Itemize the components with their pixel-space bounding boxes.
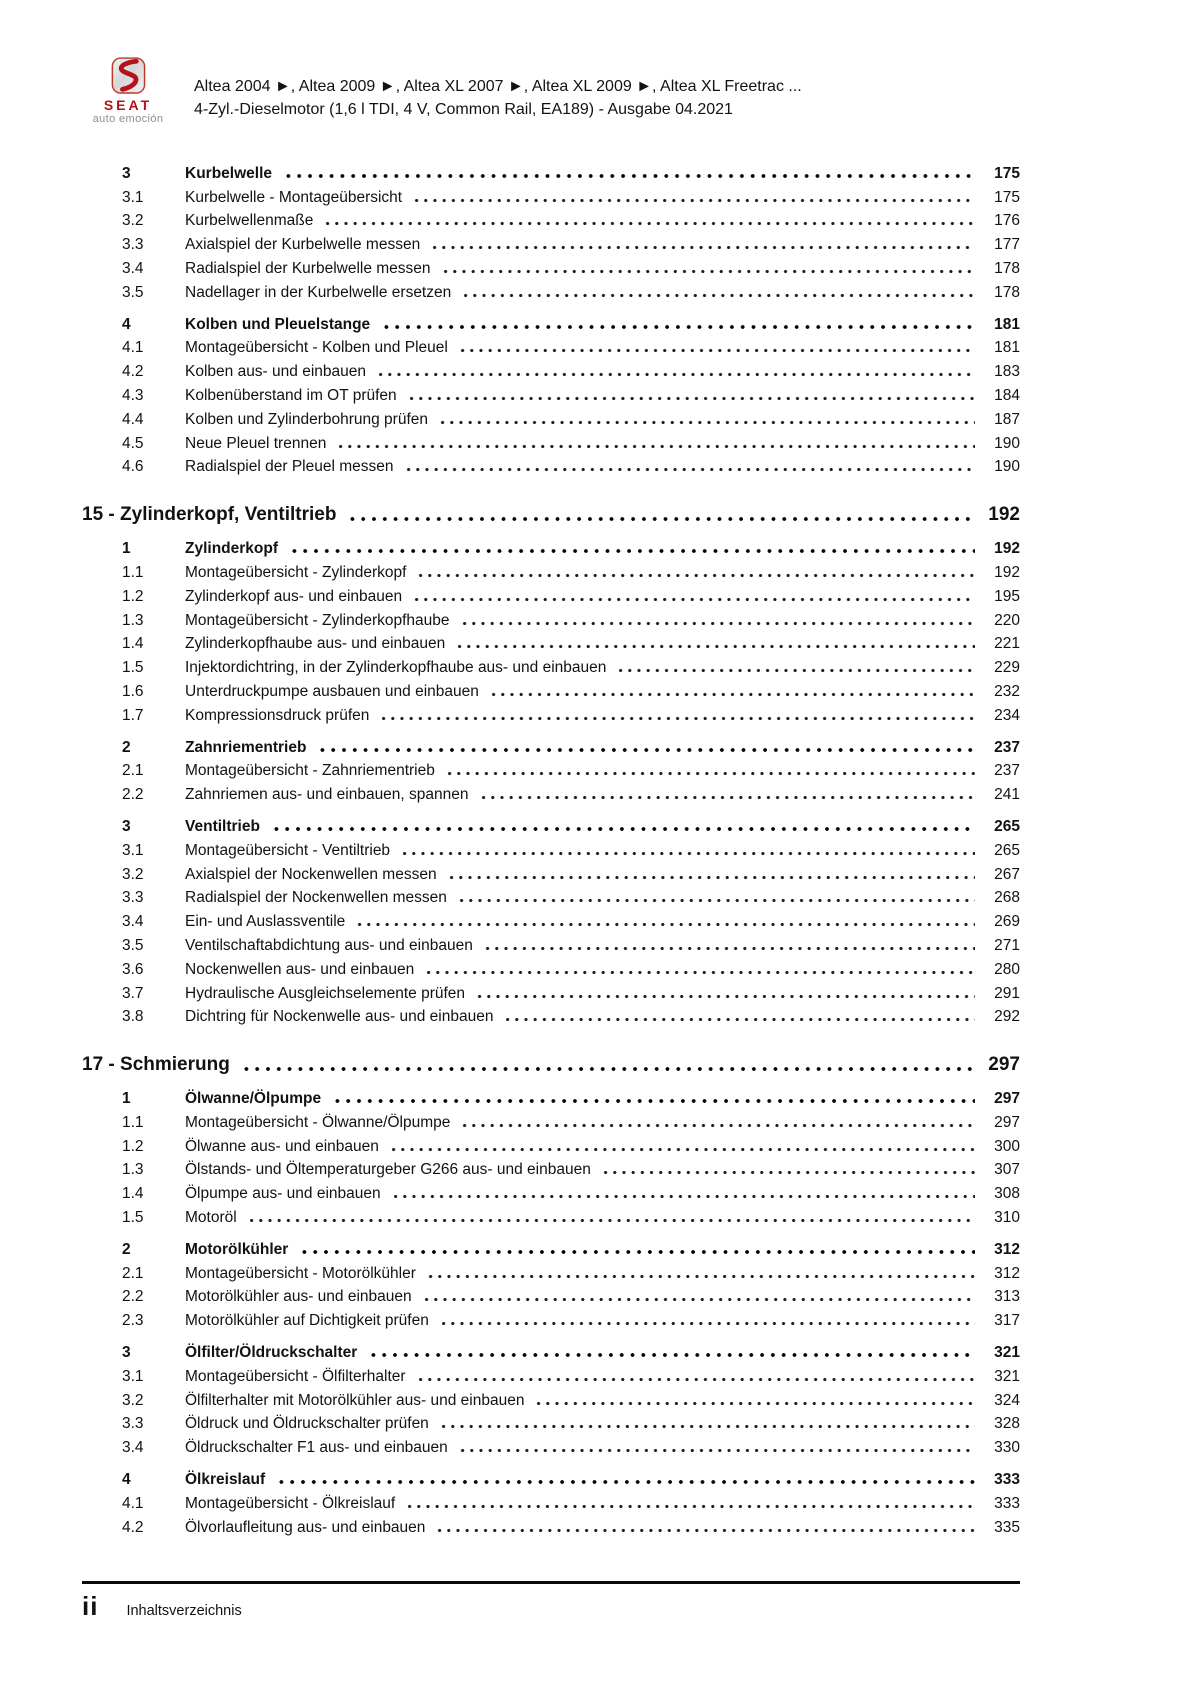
entry-title: Axialspiel der Kurbelwelle messen [185,236,421,254]
seat-slogan-text: auto emoción [92,113,164,125]
toc-entry-row [82,653,1020,677]
toc-entry-row [82,907,1020,931]
dot-leader [458,1114,975,1132]
entry-title: Öldruck und Öldruckschalter prüfen [185,1415,429,1433]
dot-leader [455,889,975,907]
entry-title: Nadellager in der Kurbelwelle ersetzen [185,283,452,301]
chapter-heading-row [82,1044,1020,1076]
entry-page-number: 183 [994,363,1020,381]
entry-title: Kolben aus- und einbauen [185,363,366,381]
toc-entry-row [82,955,1020,979]
entry-title: Radialspiel der Kurbelwelle messen [185,259,431,277]
toc-entry-row [82,780,1020,804]
entry-page-number: 328 [994,1415,1020,1433]
dot-leader [405,387,975,405]
entry-page-number: 330 [994,1439,1020,1457]
dot-leader [458,612,975,630]
footer-section-title: Inhaltsverzeichnis [126,1603,242,1619]
toc-entry-row [82,630,1020,654]
entry-page-number: 265 [994,817,1020,835]
dot-leader [501,1008,975,1026]
toc-entry-row [82,757,1020,781]
entry-title: Montageübersicht - Motorölkühler [185,1264,416,1282]
entry-page-number: 324 [994,1391,1020,1409]
entry-page-number: 195 [994,587,1020,605]
dot-leader [437,1415,975,1433]
entry-number: 4.6 [122,458,144,476]
entry-page-number: 310 [994,1209,1020,1227]
toc-entry-row [82,1108,1020,1132]
entry-page-number: 312 [994,1264,1020,1282]
entry-page-number: 265 [994,841,1020,859]
entry-page-number: 221 [994,635,1020,653]
entry-page-number: 232 [994,682,1020,700]
entry-number: 2.2 [122,1288,144,1306]
entry-title: Injektordichtring, in der Zylinderkopfhaube aus- und einbauen [185,659,607,677]
toc-entry-row [82,558,1020,582]
entry-title: Zylinderkopf aus- und einbauen [185,587,403,605]
dot-leader [456,339,975,357]
entry-page-number: 280 [994,960,1020,978]
dot-leader [428,236,975,254]
dot-leader [443,762,975,780]
dot-leader [439,260,975,278]
entry-page-number: 177 [994,236,1020,254]
entry-number: 3.5 [122,283,144,301]
entry-title: Unterdruckpumpe ausbauen und einbauen [185,682,479,700]
dot-leader [402,458,975,476]
entry-title: Nockenwellen aus- und einbauen [185,960,415,978]
dot-leader [389,1185,975,1203]
entry-page-number: 269 [994,913,1020,931]
entry-number: 4.3 [122,386,144,404]
toc-entry-row [82,884,1020,908]
entry-number: 3.2 [122,212,144,230]
entry-title: Ölfilterhalter mit Motorölkühler aus- und einbauen [185,1391,525,1409]
entry-title: Zylinderkopf [185,540,279,558]
toc-entry-row [82,405,1020,429]
entry-page-number: 234 [994,706,1020,724]
dot-leader [344,506,975,526]
entry-number: 3.5 [122,936,144,954]
toc-entry-row [82,1156,1020,1180]
entry-title: Öldruckschalter F1 aus- und einbauen [185,1439,448,1457]
toc-entry-row [82,582,1020,606]
entry-title: Ölkreislauf [185,1471,266,1489]
entry-page-number: 333 [994,1494,1020,1512]
entry-page-number: 175 [994,188,1020,206]
entry-number: 1.1 [122,1113,144,1131]
entry-title: Montageübersicht - Zylinderkopf [185,563,407,581]
dot-leader [273,1471,975,1489]
seat-brand-text: SEAT [103,97,153,113]
chapter-title: 15 - Zylinderkopf, Ventiltrieb [82,504,337,526]
entry-number: 3.8 [122,1008,144,1026]
dot-leader [477,786,975,804]
dot-leader [487,683,975,701]
entry-title: Motorölkühler aus- und einbauen [185,1288,412,1306]
entry-number: 1.7 [122,706,144,724]
dot-leader [314,739,975,757]
entry-title: Ölwanne/Ölpumpe [185,1090,322,1108]
entry-number: 3.1 [122,1367,144,1385]
entry-number: 1 [122,1090,131,1108]
entry-number: 4 [122,1471,131,1489]
entry-title: Motorölkühler auf Dichtigkeit prüfen [185,1312,429,1330]
toc-entry-row [82,183,1020,207]
toc-entry-row [82,1513,1020,1537]
dot-leader [377,707,975,725]
entry-page-number: 229 [994,659,1020,677]
toc-entry-row [82,1362,1020,1386]
dot-leader [436,411,975,429]
entry-page-number: 175 [994,164,1020,182]
entry-number: 4.1 [122,339,144,357]
entry-number: 4.2 [122,1518,144,1536]
toc-entry-row [82,1203,1020,1227]
entry-page-number: 335 [994,1518,1020,1536]
entry-page-number: 268 [994,889,1020,907]
dot-leader [437,1312,975,1330]
dot-leader [473,985,975,1003]
entry-number: 2 [122,738,131,756]
dot-leader [365,1344,975,1362]
entry-title: Kurbelwelle - Montageübersicht [185,188,403,206]
entry-page-number: 187 [994,410,1020,428]
dot-leader [329,1090,975,1108]
entry-page-number: 317 [994,1312,1020,1330]
footer-line [82,1591,1020,1622]
entry-title: Ventiltrieb [185,817,260,835]
entry-number: 1.4 [122,1185,144,1203]
entry-title: Zylinderkopfhaube aus- und einbauen [185,635,446,653]
dot-leader [245,1209,975,1227]
entry-title: Montageübersicht - Kolben und Pleuel [185,339,448,357]
toc-entry-row [82,310,1020,334]
entry-title: Montageübersicht - Ölfilterhalter [185,1367,406,1385]
entry-page-number: 190 [994,458,1020,476]
entry-title: Ölfilter/Öldruckschalter [185,1344,358,1362]
entry-number: 3.6 [122,960,144,978]
entry-page-number: 178 [994,259,1020,277]
dot-leader [296,1241,975,1259]
toc-entry-row [82,1338,1020,1362]
toc-entry-row [82,278,1020,302]
entry-page-number: 192 [994,540,1020,558]
entry-number: 3.3 [122,236,144,254]
entry-title: Neue Pleuel trennen [185,434,327,452]
dot-leader [286,540,975,558]
toc-entry-row [82,677,1020,701]
entry-number: 1.5 [122,659,144,677]
toc-entry-row [82,860,1020,884]
entry-number: 4.1 [122,1494,144,1512]
entry-title: Montageübersicht - Zylinderkopfhaube [185,611,450,629]
chapter-page-number: 192 [988,504,1020,526]
entry-number: 2 [122,1240,131,1258]
toc-entry-row [82,1433,1020,1457]
page-header [82,56,1020,125]
entry-number: 3.4 [122,1439,144,1457]
entry-title: Ventilschaftabdichtung aus- und einbauen [185,936,473,954]
entry-number: 3.3 [122,1415,144,1433]
toc-entry-row [82,1306,1020,1330]
dot-leader [614,659,975,677]
entry-title: Ölpumpe aus- und einbauen [185,1185,381,1203]
toc-entry-row [82,1283,1020,1307]
entry-title: Ölstands- und Öltemperaturgeber G266 aus- und einbauen [185,1161,591,1179]
entry-page-number: 271 [994,936,1020,954]
toc-entry-row [82,733,1020,757]
toc-entry-row [82,1410,1020,1434]
entry-page-number: 297 [994,1090,1020,1108]
entry-number: 1.1 [122,563,144,581]
entry-page-number: 184 [994,386,1020,404]
toc-entry-row [82,931,1020,955]
entry-page-number: 297 [994,1113,1020,1131]
entry-page-number: 192 [994,563,1020,581]
entry-title: Kompressionsdruck prüfen [185,706,370,724]
entry-number: 1.4 [122,635,144,653]
entry-page-number: 181 [994,339,1020,357]
entry-number: 2.2 [122,786,144,804]
entry-number: 1 [122,540,131,558]
page-footer [82,1581,1020,1622]
dot-leader [481,937,975,955]
entry-number: 3.1 [122,841,144,859]
entry-title: Montageübersicht - Ölkreislauf [185,1494,396,1512]
header-models-line: Altea 2004 ►, Altea 2009 ►, Altea XL 2007 ►, Altea XL 2009 ►, Altea XL Freetrac ... [194,78,802,95]
entry-number: 4.2 [122,363,144,381]
entry-number: 4.5 [122,434,144,452]
toc-entry-row [82,207,1020,231]
entry-number: 3 [122,817,131,835]
toc-entry-row [82,1386,1020,1410]
entry-number: 2.1 [122,1264,144,1282]
entry-title: Kurbelwelle [185,164,272,182]
dot-leader [459,284,975,302]
toc-entry-row [82,979,1020,1003]
toc-entry-row [82,334,1020,358]
dot-leader [334,435,975,453]
entry-title: Axialspiel der Nockenwellen messen [185,865,437,883]
entry-page-number: 321 [994,1344,1020,1362]
entry-title: Motorölkühler [185,1240,289,1258]
entry-page-number: 267 [994,865,1020,883]
entry-number: 3.7 [122,984,144,1002]
seat-logo [82,56,174,125]
entry-page-number: 312 [994,1240,1020,1258]
toc-entry-row [82,429,1020,453]
entry-number: 3 [122,1344,131,1362]
footer-rule [82,1581,1020,1584]
seat-logo-icon [105,56,151,96]
toc-entry-row [82,1235,1020,1259]
dot-leader [414,1368,975,1386]
entry-title: Montageübersicht - Ventiltrieb [185,841,391,859]
entry-number: 3.2 [122,1391,144,1409]
entry-number: 1.6 [122,682,144,700]
entry-title: Montageübersicht - Zahnriementrieb [185,762,435,780]
toc-entry-row [82,812,1020,836]
entry-page-number: 308 [994,1185,1020,1203]
toc-entry-row [82,836,1020,860]
entry-title: Ölwanne aus- und einbauen [185,1137,379,1155]
header-engine-line: 4-Zyl.-Dieselmotor (1,6 l TDI, 4 V, Common Rail, EA189) - Ausgabe 04.2021 [194,101,733,118]
entry-number: 4.4 [122,410,144,428]
entry-number: 3.2 [122,865,144,883]
toc-entry-row [82,453,1020,477]
toc-entry-row [82,534,1020,558]
dot-leader [422,961,975,979]
entry-page-number: 178 [994,283,1020,301]
toc-entry-row [82,159,1020,183]
entry-page-number: 321 [994,1367,1020,1385]
dot-leader [532,1392,975,1410]
entry-page-number: 190 [994,434,1020,452]
entry-number: 2.3 [122,1312,144,1330]
chapter-page-number: 297 [988,1054,1020,1076]
entry-title: Zahnriementrieb [185,738,307,756]
entry-page-number: 313 [994,1288,1020,1306]
dot-leader [410,588,975,606]
entry-title: Radialspiel der Pleuel messen [185,458,394,476]
entry-number: 3 [122,164,131,182]
entry-title: Radialspiel der Nockenwellen messen [185,889,447,907]
dot-leader [238,1056,975,1076]
dot-leader [410,189,975,207]
entry-number: 3.4 [122,259,144,277]
dot-leader [398,842,975,860]
entry-page-number: 237 [994,762,1020,780]
entry-page-number: 291 [994,984,1020,1002]
entry-number: 3.1 [122,188,144,206]
toc-entry-row [82,1259,1020,1283]
toc-entry-row [82,1132,1020,1156]
entry-number: 4 [122,315,131,333]
dot-leader [403,1495,975,1513]
toc-list [82,159,1020,1537]
toc-entry-row [82,1465,1020,1489]
dot-leader [420,1288,975,1306]
entry-title: Ein- und Auslassventile [185,913,346,931]
entry-number: 1.3 [122,611,144,629]
entry-title: Hydraulische Ausgleichselemente prüfen [185,984,466,1002]
entry-page-number: 307 [994,1161,1020,1179]
toc-entry-row [82,1489,1020,1513]
entry-number: 2.1 [122,762,144,780]
toc-entry-row [82,606,1020,630]
dot-leader [387,1138,975,1156]
entry-number: 3.4 [122,913,144,931]
dot-leader [424,1265,975,1283]
dot-leader [456,1439,975,1457]
entry-page-number: 241 [994,786,1020,804]
dot-leader [445,866,975,884]
entry-number: 3.3 [122,889,144,907]
dot-leader [453,635,975,653]
dot-leader [599,1161,975,1179]
header-title-block [194,56,802,121]
entry-page-number: 292 [994,1008,1020,1026]
entry-title: Zahnriemen aus- und einbauen, spannen [185,786,469,804]
toc-entry-row [82,1003,1020,1027]
entry-title: Kurbelwellenmaße [185,212,314,230]
entry-page-number: 181 [994,315,1020,333]
entry-title: Motoröl [185,1209,237,1227]
dot-leader [414,564,975,582]
entry-number: 1.3 [122,1161,144,1179]
toc-entry-row [82,1084,1020,1108]
dot-leader [353,913,975,931]
entry-number: 1.5 [122,1209,144,1227]
entry-page-number: 176 [994,212,1020,230]
toc-entry-row [82,254,1020,278]
dot-leader [378,316,975,334]
entry-title: Kolben und Pleuelstange [185,315,371,333]
entry-title: Montageübersicht - Ölwanne/Ölpumpe [185,1113,451,1131]
chapter-title: 17 - Schmierung [82,1054,230,1076]
entry-title: Kolben und Zylinderbohrung prüfen [185,410,429,428]
toc-entry-row [82,230,1020,254]
entry-page-number: 220 [994,611,1020,629]
entry-number: 1.2 [122,1137,144,1155]
dot-leader [268,818,975,836]
entry-title: Kolbenüberstand im OT prüfen [185,386,397,404]
dot-leader [321,212,975,230]
dot-leader [280,165,975,183]
footer-page-number: ii [82,1591,99,1621]
entry-page-number: 300 [994,1137,1020,1155]
dot-leader [374,363,975,381]
entry-title: Dichtring für Nockenwelle aus- und einbauen [185,1008,494,1026]
toc-entry-row [82,357,1020,381]
toc-entry-row [82,1179,1020,1203]
entry-title: Ölvorlaufleitung aus- und einbauen [185,1518,426,1536]
dot-leader [433,1519,975,1537]
toc-entry-row [82,701,1020,725]
entry-page-number: 333 [994,1471,1020,1489]
entry-page-number: 237 [994,738,1020,756]
chapter-heading-row [82,494,1020,526]
toc-entry-row [82,381,1020,405]
entry-number: 1.2 [122,587,144,605]
